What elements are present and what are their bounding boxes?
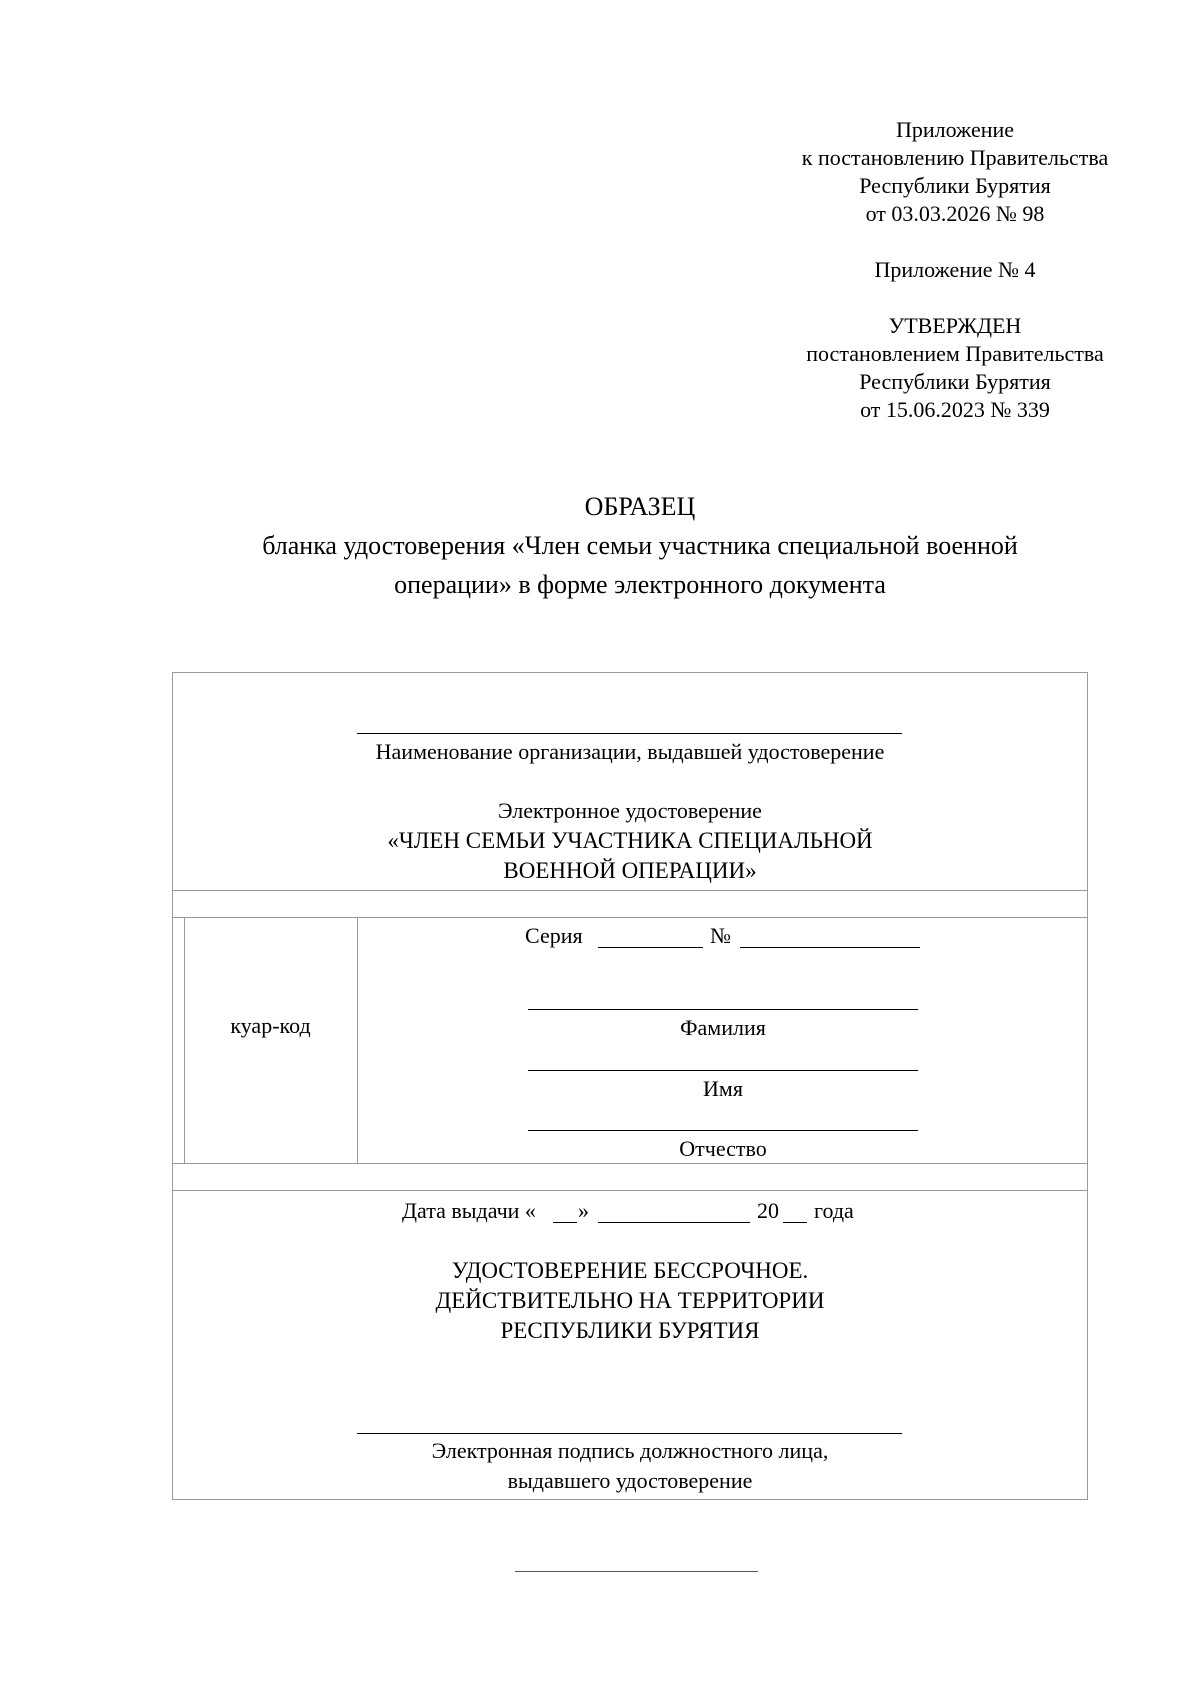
issue-month-line (598, 1222, 750, 1223)
signature-caption-line-2: выдавшего удостоверение (507, 1468, 753, 1493)
separator-line (172, 917, 1088, 918)
name-line (528, 1070, 918, 1071)
number-line (740, 947, 920, 948)
approved-label: УТВЕРЖДЕН (888, 313, 1022, 338)
approved-block (760, 312, 1150, 424)
number-label: № (710, 923, 731, 948)
org-name-line (357, 733, 902, 734)
issue-year-line (783, 1222, 807, 1223)
validity-line-3: РЕСПУБЛИКИ БУРЯТИЯ (500, 1318, 760, 1343)
header-appendix-number: Приложение № 4 (874, 257, 1036, 282)
approved-republic: Республики Бурятия (859, 369, 1051, 394)
org-caption: Наименование организации, выдавшей удостоверение (375, 739, 885, 764)
header-republic: Республики Бурятия (859, 173, 1051, 198)
header-to-resolution: к постановлению Правительства (801, 145, 1109, 170)
appendix-number-block (760, 256, 1150, 284)
document-title (160, 487, 1120, 604)
name-label: Имя (703, 1076, 743, 1101)
validity-line-2: ДЕЙСТВИТЕЛЬНО НА ТЕРРИТОРИИ (435, 1288, 825, 1313)
header-appendix: Приложение (895, 117, 1015, 142)
separator-line (172, 1190, 1088, 1191)
issue-day-line (553, 1222, 577, 1223)
issue-date-prefix: Дата выдачи « (402, 1198, 536, 1223)
approved-by: постановлением Правительства (806, 341, 1104, 366)
surname-label: Фамилия (680, 1015, 766, 1040)
separator-line (172, 890, 1088, 891)
cert-caption: Электронное удостоверение (498, 798, 762, 823)
patronymic-line (528, 1130, 918, 1131)
qr-cell-right-border (357, 917, 358, 1163)
header-date-number: от 03.03.2026 № 98 (865, 201, 1045, 226)
series-label: Серия (525, 923, 583, 948)
patronymic-label: Отчество (679, 1136, 767, 1161)
separator-line (172, 1163, 1088, 1164)
title-heading: ОБРАЗЕЦ (584, 492, 696, 521)
cert-name-line-1: «ЧЛЕН СЕМЬИ УЧАСТНИКА СПЕЦИАЛЬНОЙ (387, 828, 873, 853)
header-block (760, 116, 1150, 228)
title-line-2: операции» в форме электронного документа (394, 570, 886, 599)
title-line-1: бланка удостоверения «Член семьи участника специальной военной (262, 531, 1018, 560)
issue-date-quote-close: » (578, 1198, 589, 1223)
issue-year-prefix: 20 (757, 1198, 779, 1223)
validity-line-1: УДОСТОВЕРЕНИЕ БЕССРОЧНОЕ. (451, 1258, 809, 1283)
issue-year-suffix: года (814, 1198, 854, 1223)
approved-date-number: от 15.06.2023 № 339 (860, 397, 1050, 422)
signature-caption-line-1: Электронная подпись должностного лица, (431, 1438, 829, 1463)
surname-line (528, 1009, 918, 1010)
qr-code-label: куар-код (230, 1013, 311, 1038)
signature-line (357, 1433, 902, 1434)
qr-cell-left-border (184, 917, 185, 1163)
footer-line (515, 1571, 758, 1572)
cert-name-line-2: ВОЕННОЙ ОПЕРАЦИИ» (503, 858, 757, 883)
series-line (598, 947, 703, 948)
